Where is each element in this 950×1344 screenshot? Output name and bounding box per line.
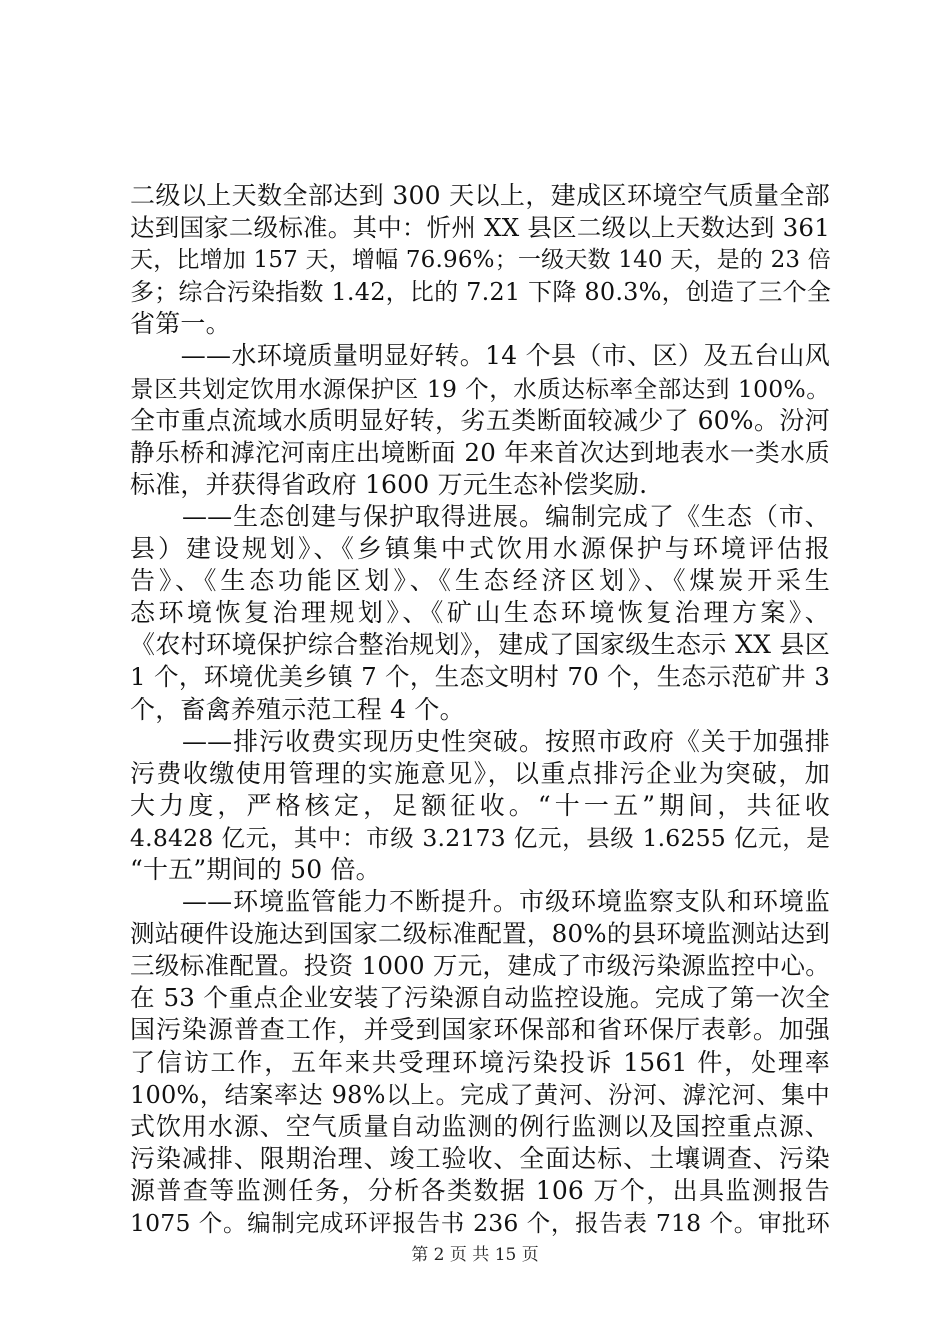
text-line: 100%，结案率达 98%以上。完成了黄河、汾河、滹沱河、集中 (130, 1080, 830, 1109)
text-line: 大力度，严格核定，足额征收。“十一五”期间，共征收 (130, 790, 830, 820)
text-line: 态环境恢复治理规划》、《矿山生态环境恢复治理方案》、 (130, 598, 830, 628)
text-line: 在 53 个重点企业安装了污染源自动监控设施。完成了第一次全 (130, 983, 830, 1013)
text-line: 全市重点流域水质明显好转，劣五类断面较减少了 60%。汾河 (130, 405, 830, 435)
text-line: 《农村环境保护综合整治规划》，建成了国家级生态示 XX 县区 (130, 630, 830, 660)
text-line: 污费收缴使用管理的实施意见》，以重点排污企业为突破，加 (130, 758, 830, 788)
text-line: “十五”期间的 50 倍。 (130, 854, 381, 884)
text-line: 标准，并获得省政府 1600 万元生态补偿奖励. (130, 469, 648, 499)
text-line: 国污染源普查工作，并受到国家环保部和省环保厅表彰。加强 (130, 1015, 830, 1045)
text-line: 二级以上天数全部达到 300 天以上，建成区环境空气质量全部 (130, 181, 830, 210)
document-body (130, 180, 830, 1239)
text-line: 三级标准配置。投资 1000 万元，建成了市级污染源监控中心。 (130, 951, 830, 981)
text-line: 1075 个。编制完成环评报告书 236 个，报告表 718 个。审批环 (130, 1209, 830, 1237)
text-line: 4.8428 亿元，其中：市级 3.2173 亿元，县级 1.6255 亿元，是 (130, 823, 830, 852)
text-line: 测站硬件设施达到国家二级标准配置，80%的县环境监测站达到 (130, 919, 830, 949)
text-line: 源普查等监测任务，分析各类数据 106 万个，出具监测报告 (130, 1175, 830, 1205)
text-line: 静乐桥和滹沱河南庄出境断面 20 年来首次达到地表水一类水质 (130, 437, 830, 467)
text-line: ——环境监管能力不断提升。市级环境监察支队和环境监 (130, 887, 830, 917)
text-line: 告》、《生态功能区划》、《生态经济区划》、《煤炭开采生 (130, 566, 830, 596)
text-line: 个，畜禽养殖示范工程 4 个。 (130, 694, 465, 724)
text-line: 省第一。 (130, 309, 231, 339)
page-footer: 第 2 页 共 15 页 (411, 1245, 539, 1265)
text-line: ——水环境质量明显好转。14 个县（市、区）及五台山风 (130, 341, 830, 371)
text-line: 景区共划定饮用水源保护区 19 个，水质达标率全部达到 100%。 (130, 374, 830, 403)
text-line: 式饮用水源、空气质量自动监测的例行监测以及国控重点源、 (130, 1111, 830, 1141)
text-line: 县）建设规划》、《乡镇集中式饮用水源保护与环境评估报 (130, 534, 830, 564)
text-line: 了信访工作，五年来共受理环境污染投诉 1561 件，处理率 (130, 1047, 830, 1077)
text-line: 达到国家二级标准。其中：忻州 XX 县区二级以上天数达到 361 (130, 213, 830, 243)
text-line: 污染减排、限期治理、竣工验收、全面达标、土壤调查、污染 (130, 1143, 830, 1173)
text-line: 多；综合污染指数 1.42，比的 7.21 下降 80.3%，创造了三个全 (130, 278, 832, 307)
text-line: ——生态创建与保护取得进展。编制完成了《生态（市、 (130, 501, 830, 531)
text-line: ——排污收费实现历史性突破。按照市政府《关于加强排 (130, 726, 830, 756)
text-line: 天，比增加 157 天，增幅 76.96%；一级天数 140 天，是的 23 倍 (130, 247, 831, 274)
text-line: 1 个，环境优美乡镇 7 个，生态文明村 70 个，生态示范矿井 3 (130, 662, 830, 692)
